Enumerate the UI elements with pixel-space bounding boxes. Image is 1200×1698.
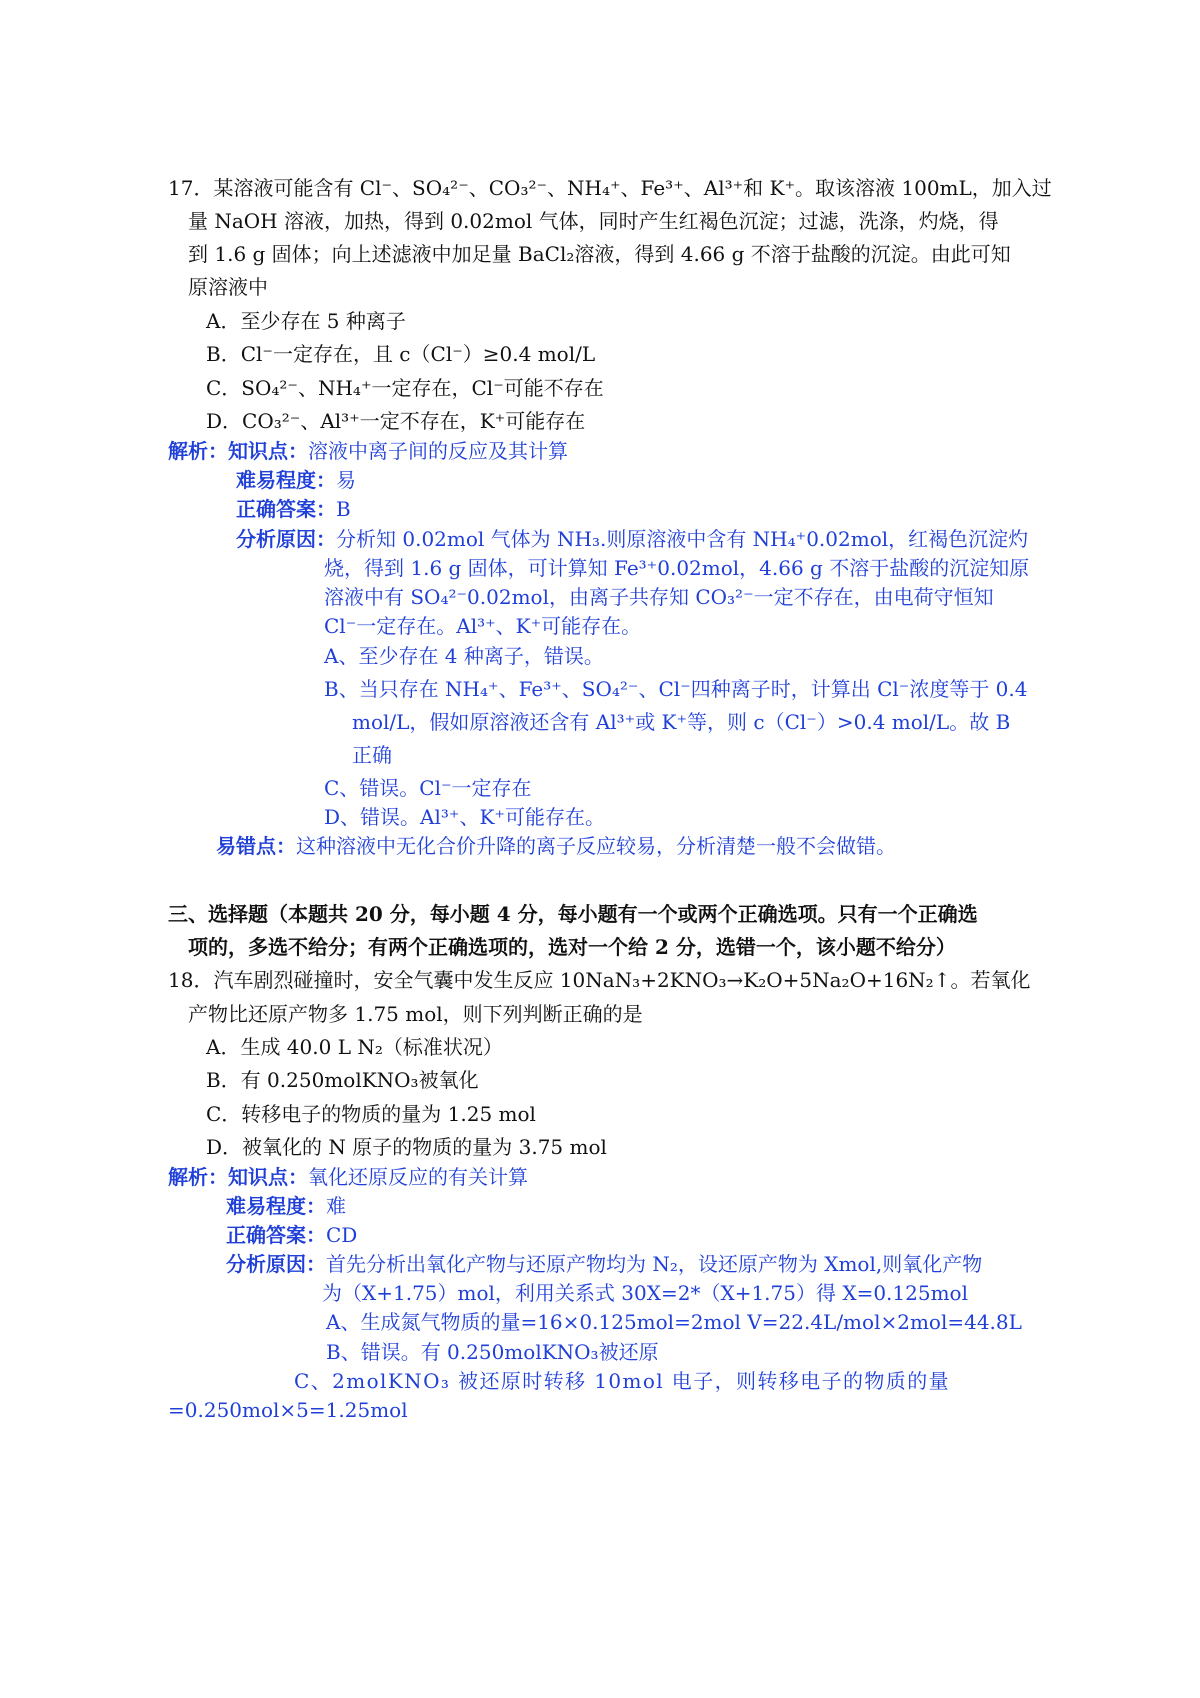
q17-label-answer: 正确答案： (236, 497, 336, 521)
q17-difficulty (236, 467, 356, 493)
q17-stem-line-1: 17．某溶液可能含有 Cl⁻、SO₄²⁻、CO₃²⁻、NH₄⁺、Fe³⁺、Al³⁺和 K⁺。取该溶液 100mL，加入过 (168, 176, 1052, 200)
q18-label-jiexi: 解析： (168, 1165, 228, 1189)
q18-reason-line-1 (226, 1251, 982, 1277)
q18-label-difficulty: 难易程度： (226, 1194, 326, 1218)
section3-heading-line-2: 项的，多选不给分；有两个正确选项的，选对一个给 2 分，选错一个，该小题不给分） (188, 935, 956, 959)
q17-pitfall (216, 833, 896, 859)
q17-option-c: C．SO₄²⁻、NH₄⁺一定存在，Cl⁻可能不存在 (206, 376, 604, 400)
q18-reason-line-3: A、生成氮气物质的量=16×0.125mol=2mol V=22.4L/mol×2mol=44.8L (326, 1310, 1022, 1334)
q17-analysis-heading (168, 438, 568, 464)
q17-reason-line-5: A、至少存在 4 种离子，错误。 (324, 644, 604, 668)
q17-answer-value: B (336, 497, 351, 521)
q18-knowledge-point: 氧化还原反应的有关计算 (308, 1165, 528, 1189)
q18-reason-line-4: B、错误。有 0.250molKNO₃被还原 (326, 1340, 659, 1364)
q18-analysis-heading (168, 1164, 528, 1190)
q17-stem-line-2: 量 NaOH 溶液，加热，得到 0.02mol 气体，同时产生红褐色沉淀；过滤，洗涤，灼烧，得 (188, 209, 999, 233)
q17-stem-line-3: 到 1.6 g 固体；向上述滤液中加足量 BaCl₂溶液，得到 4.66 g 不溶于盐酸的沉淀。由此可知 (188, 242, 1011, 266)
q17-pitfall-text: 这种溶液中无化合价升降的离子反应较易，分析清楚一般不会做错。 (296, 834, 896, 858)
q17-reason-line-6: B、当只存在 NH₄⁺、Fe³⁺、SO₄²⁻、Cl⁻四种离子时，计算出 Cl⁻浓度等于 0.4 (324, 677, 1028, 701)
q17-reason-line-3: 溶液中有 SO₄²⁻0.02mol，由离子共存知 CO₃²⁻一定不存在，由电荷守恒知 (324, 585, 994, 609)
q18-label-reason: 分析原因： (226, 1252, 326, 1276)
q17-label-reason: 分析原因： (236, 527, 336, 551)
q17-option-b: B．Cl⁻一定存在，且 c（Cl⁻）≥0.4 mol/L (206, 342, 596, 366)
q17-reason-line-9: C、错误。Cl⁻一定存在 (324, 776, 532, 800)
q17-answer (236, 496, 351, 522)
q18-label-zhishi: 知识点： (228, 1165, 308, 1189)
q18-label-answer: 正确答案： (226, 1223, 326, 1247)
q18-option-b: B．有 0.250molKNO₃被氧化 (206, 1068, 479, 1092)
q18-difficulty (226, 1193, 346, 1219)
q17-reason-line-8: 正确 (352, 743, 392, 767)
q17-reason-text-1: 分析知 0.02mol 气体为 NH₃.则原溶液中含有 NH₄⁺0.02mol，红褐色沉淀灼 (336, 527, 1029, 551)
q17-label-zhishi: 知识点： (228, 439, 308, 463)
q18-difficulty-value: 难 (326, 1194, 346, 1218)
q17-reason-line-4: Cl⁻一定存在。Al³⁺、K⁺可能存在。 (324, 614, 642, 638)
q18-option-c: C．转移电子的物质的量为 1.25 mol (206, 1102, 536, 1126)
q18-reason-text-1: 首先分析出氧化产物与还原产物均为 N₂，设还原产物为 Xmol,则氧化产物 (326, 1252, 983, 1276)
q17-stem-line-4: 原溶液中 (188, 275, 268, 299)
q17-option-d: D．CO₃²⁻、Al³⁺一定不存在，K⁺可能存在 (206, 409, 586, 433)
q18-reason-line-6: =0.250mol×5=1.25mol (168, 1398, 408, 1422)
q18-stem-line-2: 产物比还原产物多 1.75 mol，则下列判断正确的是 (188, 1002, 643, 1026)
q17-option-a: A．至少存在 5 种离子 (206, 309, 406, 333)
q18-option-d: D．被氧化的 N 原子的物质的量为 3.75 mol (206, 1135, 607, 1159)
q18-answer (226, 1222, 357, 1248)
q17-reason-line-1 (236, 526, 1028, 552)
q18-reason-line-2: 为（X+1.75）mol，利用关系式 30X=2*（X+1.75）得 X=0.125mol (322, 1281, 968, 1305)
q18-option-a: A．生成 40.0 L N₂（标准状况） (206, 1035, 503, 1059)
q17-reason-line-7: mol/L，假如原溶液还含有 Al³⁺或 K⁺等，则 c（Cl⁻）>0.4 mol/L。故 B (352, 710, 1011, 734)
q18-answer-value: CD (326, 1223, 358, 1247)
q17-difficulty-value: 易 (336, 468, 356, 492)
q18-reason-line-5: C、2molKNO₃ 被还原时转移 10mol 电子，则转移电子的物质的量 (294, 1369, 951, 1393)
q17-label-difficulty: 难易程度： (236, 468, 336, 492)
q17-reason-line-10: D、错误。Al³⁺、K⁺可能存在。 (324, 805, 605, 829)
q17-label-jiexi: 解析： (168, 439, 228, 463)
section3-heading-line-1: 三、选择题（本题共 20 分，每小题 4 分，每小题有一个或两个正确选项。只有一个正确选 (168, 902, 978, 926)
q17-label-pitfall: 易错点： (216, 834, 296, 858)
q18-stem-line-1: 18．汽车剧烈碰撞时，安全气囊中发生反应 10NaN₃+2KNO₃→K₂O+5Na₂O+16N₂↑。若氧化 (168, 968, 1031, 992)
q17-knowledge-point: 溶液中离子间的反应及其计算 (308, 439, 568, 463)
q17-reason-line-2: 烧，得到 1.6 g 固体，可计算知 Fe³⁺0.02mol，4.66 g 不溶于盐酸的沉淀知原 (324, 556, 1030, 580)
